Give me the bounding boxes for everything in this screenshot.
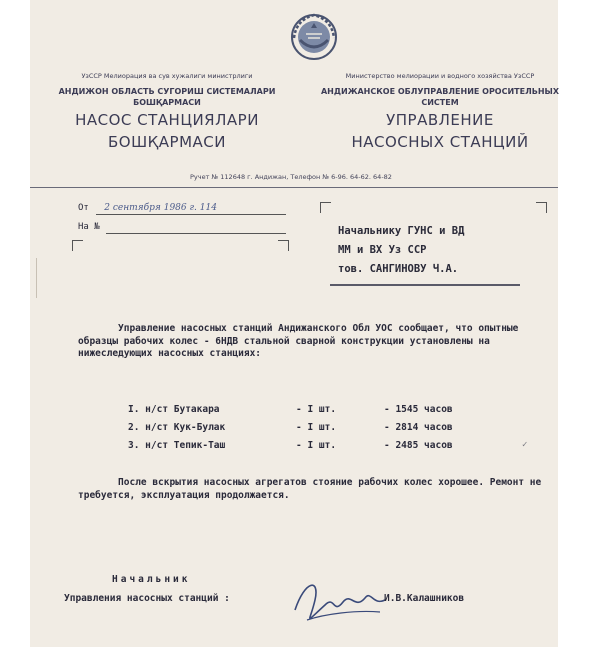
station-qty: - I шт. xyxy=(296,440,337,451)
station-hours: - 1545 часов xyxy=(384,404,453,415)
title-uz-line2: БОШҚАРМАСИ xyxy=(108,133,226,151)
station-name: 3. н/ст Тепик-Таш xyxy=(128,440,226,451)
body-paragraph-1: Управление насосных станций Андижанского Обл УОС сообщает, что опытные образцы рабочих колес - 6НДВ стальной сварной конструкции установлены на нижеследующих насосных станциях: xyxy=(78,323,519,359)
from-underline xyxy=(96,214,286,215)
corner-mark xyxy=(278,240,289,251)
state-emblem-icon xyxy=(288,10,340,62)
header-left xyxy=(42,72,292,152)
station-name: 2. н/ст Кук-Булак xyxy=(128,422,226,433)
address-line: Ручет № 112648 г. Андижан, Телефон № 6-96. 64-62. 64-82 xyxy=(190,173,392,181)
ministry-ru: Министерство мелиорации и водного хозяйства УзССР xyxy=(345,72,535,80)
signer-name: И.В.Калашников xyxy=(384,593,465,604)
signer-title: Начальник xyxy=(112,574,191,585)
addressee-line2: ММ и ВХ Уз ССР xyxy=(338,244,427,256)
ref-label: На № xyxy=(78,222,100,232)
fold-mark xyxy=(30,258,37,298)
title-ru-line1: УПРАВЛЕНИЕ xyxy=(386,111,494,129)
ref-underline xyxy=(106,233,286,234)
addressee-block xyxy=(338,222,464,279)
station-qty: - I шт. xyxy=(296,422,337,433)
addressee-line1: Начальнику ГУНС и ВД xyxy=(338,225,465,237)
ref-field xyxy=(78,222,100,232)
corner-mark xyxy=(536,202,547,213)
body-paragraph-2: После вскрытия насосных агрегатов стояние рабочих колес хорошее. Ремонт не требуется, эксплуатация продолжается. xyxy=(78,477,542,501)
station-qty: - I шт. xyxy=(296,404,337,415)
addressee-line3: тов. САНГИНОВУ Ч.А. xyxy=(338,263,459,275)
margin-check-mark: ✓ xyxy=(522,440,528,450)
title-ru-line2: НАСОСНЫХ СТАНЦИЙ xyxy=(351,133,529,151)
header-divider xyxy=(30,187,558,188)
title-uz-line1: НАСОС СТАНЦИЯЛАРИ xyxy=(75,111,259,129)
station-name: I. н/ст Бутакара xyxy=(128,404,220,415)
org-name-uz: АНДИЖОН ОБЛАСТЬ СУГОРИШ СИСТЕМАЛАРИ БОШҚАРМАСИ xyxy=(58,87,276,107)
corner-mark xyxy=(320,202,331,213)
header-right xyxy=(315,72,565,152)
from-value: 2 сентября 1986 г. 114 xyxy=(104,203,217,213)
org-name-ru: АНДИЖАНСКОЕ ОБЛУПРАВЛЕНИЕ ОРОСИТЕЛЬНЫХ СИСТЕМ xyxy=(320,87,559,107)
ministry-uz: УзССР Мелиорация ва сув хужалиги министрлиги xyxy=(81,72,253,80)
from-field xyxy=(78,203,217,213)
handwritten-signature xyxy=(285,570,395,630)
corner-mark xyxy=(72,240,83,251)
signer-subtitle: Управления насосных станций : xyxy=(64,593,230,604)
station-hours: - 2814 часов xyxy=(384,422,453,433)
addressee-underline xyxy=(330,284,520,286)
from-label: От xyxy=(78,203,89,213)
document-sheet xyxy=(30,0,558,647)
station-hours: - 2485 часов xyxy=(384,440,453,451)
